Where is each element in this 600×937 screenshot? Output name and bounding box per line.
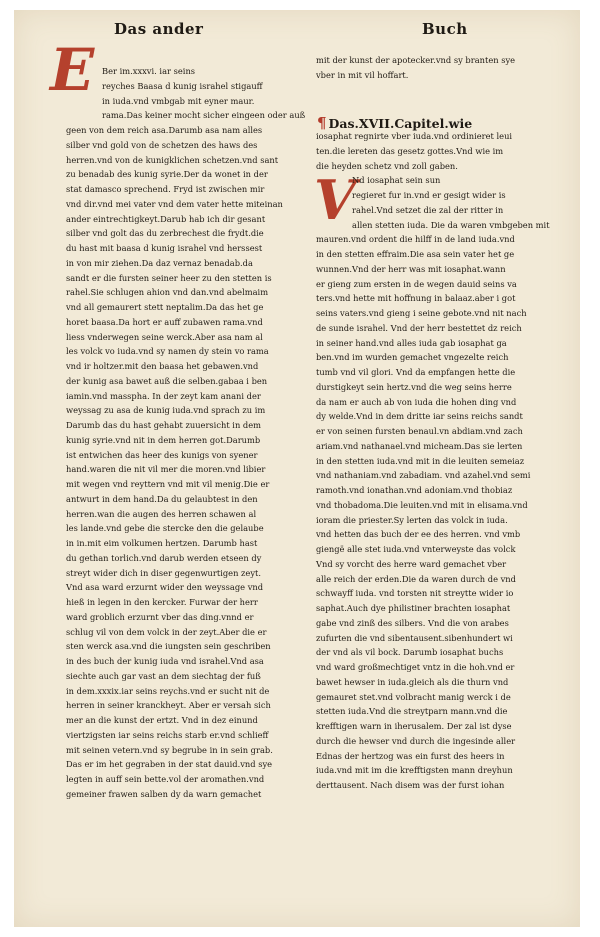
text-line: mer an die kunst der ertzt. Vnd in dez einund <box>66 715 258 725</box>
text-line: ten.die lereten das gesetz gottes.Vnd wie im <box>316 145 504 156</box>
text-line: vber in mit vil hoffart. <box>316 69 409 80</box>
text-line: ander eintrechtigkeyt.Darub hab ich dir gesant <box>66 213 266 224</box>
text-line: stetten iuda.Vnd die streytparn mann.vnd die <box>316 706 508 717</box>
text-line: Ber im.xxxvi. iar seins <box>102 66 196 76</box>
text-line: er von seinen fursten benaul.vn abdiam.vnd zach <box>316 426 523 436</box>
text-line: alle reich der erden.Die da waren durch de vnd <box>316 573 516 584</box>
text-line: mit seinen vetern.vnd sy begrube in in sein grab. <box>66 744 273 755</box>
text-line: rahel.Sie schlugen ahion vnd dan.vnd abelmaim <box>66 287 269 298</box>
text-line: vnd all gemaurert stett neptalim.Da das het ge <box>66 302 264 312</box>
text-line: mit der kunst der apotecker.vnd sy branten sye <box>316 55 516 65</box>
text-line: hand.waren die nit vil mer die moren.vnd libier <box>66 464 266 475</box>
running-head-left: Das ander <box>114 20 204 38</box>
text-line: ramoth.vnd ionathan.vnd adoniam.vnd thobiaz <box>316 485 513 495</box>
text-line: Vnd asa ward erzurnt wider den weyssage vnd <box>66 582 264 593</box>
text-line: mit wegen vnd reyttern vnd mit vil menig.Die er <box>66 479 270 489</box>
text-line: legten in auff sein bette.vol der aromathen.vnd <box>66 774 265 784</box>
text-line: siechte auch gar vast an dem siechtag der fuß <box>66 670 261 681</box>
decorated-initial-left: E <box>50 36 95 104</box>
text-line: herren in seiner kranckheyt. Aber er versah sich <box>66 700 271 711</box>
text-line: vnd dir.vnd mei vater vnd dem vater hette miteinan <box>66 198 283 209</box>
text-line: iosaphat regnirte vber iuda.vnd ordinieret leui <box>316 131 513 141</box>
text-line: weyssag zu asa de kunig iuda.vnd sprach zu im <box>66 405 266 416</box>
text-line: die heyden schetz vnd zoll gaben. <box>316 160 458 171</box>
text-line: ioram die priester.Sy lerten das volck in iuda. <box>316 514 508 525</box>
text-line: viertzigsten iar seins reichs starb er.vnd schlieff <box>66 729 269 740</box>
text-line: Nd iosaphat sein sun <box>352 175 441 186</box>
text-line: vnd hetten das buch der ee des herren. vnd vmb <box>316 529 521 540</box>
text-line: ters.vnd hette mit hoffnung in balaaz.aber i got <box>316 293 516 304</box>
text-line: rahel.Vnd setzet die zal der ritter in <box>352 204 504 215</box>
chapter-heading-text: Das.XVII.Capitel.wie <box>328 116 473 131</box>
text-line: zu benadab des kunig syrie.Der da wonet in der <box>66 169 268 180</box>
left-text-column <box>66 64 306 802</box>
text-line: in von mir ziehen.Da daz vernaz benadab.da <box>66 257 253 268</box>
text-line: vnd nathaniam.vnd zabadiam. vnd azahel.vnd semi <box>316 470 531 481</box>
text-line: du hast mit baasa d kunig israhel vnd herssest <box>66 243 263 253</box>
text-line: geen von dem reich asa.Darumb asa nam alles <box>66 125 263 135</box>
text-line: schwayff iuda. vnd torsten nit streytte wider io <box>316 588 514 599</box>
text-line: kunig syrie.vnd nit in dem herren got.Darumb <box>66 434 261 445</box>
text-line: streyt wider dich in diser gegenwurtigen zeyt. <box>66 567 261 578</box>
text-line: iamin.vnd masspha. In der zeyt kam anani der <box>66 390 261 401</box>
text-line: tumb vnd vil glori. Vnd da empfangen hette die <box>316 367 516 377</box>
text-line: in den stetten iuda.vnd mit in die leuiten semeiaz <box>316 455 525 466</box>
text-line: bawet hewser in iuda.gleich als die thurn vnd <box>316 676 509 687</box>
text-line: gabe vnd zinß des silbers. Vnd die von arabes <box>316 617 509 628</box>
text-line: les lande.vnd gebe die stercke den die gelaube <box>66 523 264 534</box>
text-line: zufurten die vnd sibentausent.sibenhundert wi <box>316 632 513 643</box>
text-line: derttausent. Nach disem was der furst iohan <box>316 780 505 790</box>
text-line: Ednas der hertzog was ein furst des heers in <box>316 750 505 761</box>
text-line: allen stetten iuda. Die da waren vmbgeben mit <box>352 219 550 230</box>
text-line: horet baasa.Da hort er auff zubawen rama.vnd <box>66 316 263 327</box>
text-line: saphat.Auch dye philistiner brachten iosaphat <box>316 603 511 613</box>
text-line: in den stetten effraim.Die asa sein vater het ge <box>316 249 515 259</box>
text-line: liess vnderwegen seine werck.Aber asa nam al <box>66 331 263 342</box>
text-line: da nam er auch ab von iuda die hohen ding vnd <box>316 396 517 407</box>
text-line: reyches Baasa d kunig israhel stigauff <box>102 80 263 91</box>
text-line: durstigkeyt sein hertz.vnd die weg seins herre <box>316 381 512 392</box>
text-line: mauren.vnd ordent die hilff in de land iuda.vnd <box>316 234 515 245</box>
text-line: silber vnd golt das du zerbrechest die frydt.die <box>66 228 264 239</box>
text-line: in in.mit eim volkumen hertzen. Darumb hast <box>66 538 258 548</box>
text-line: sten werck asa.vnd die iungsten sein geschriben <box>66 641 271 652</box>
text-line: regieret fur in.vnd er gesigt wider is <box>352 190 506 200</box>
right-column-top <box>316 53 546 83</box>
text-line: wunnen.Vnd der herr was mit iosaphat.wann <box>316 263 506 274</box>
text-line: antwurt in dem hand.Da du gelaubtest in den <box>66 493 258 504</box>
text-line: der kunig asa bawet auß die selben.gabaa i ben <box>66 375 268 386</box>
text-line: herren.vnd von de kunigklichen schetzen.vnd sant <box>66 154 279 165</box>
text-line: hieß in legen in den kercker. Furwar der herr <box>66 597 258 607</box>
right-text-column <box>316 129 550 793</box>
text-line: in iuda.vnd vmbgab mit eyner maur. <box>102 95 255 106</box>
text-line: dy welde.Vnd in dem dritte iar seins reichs sandt <box>316 411 523 422</box>
text-line: der vnd als vil bock. Darumb iosaphat buchs <box>316 647 504 658</box>
text-line: stat damasco sprechend. Fryd ist zwischen mir <box>66 184 265 194</box>
running-head-right: Buch <box>422 20 468 38</box>
text-line: iuda.vnd mit im die krefftigsten mann dreyhun <box>316 765 513 776</box>
text-line: durch die hewser vnd durch die ingesinde aller <box>316 735 516 746</box>
text-line: seins vaters.vnd gieng i seine gebote.vnd nit nach <box>316 308 527 318</box>
manuscript-page <box>14 10 580 927</box>
text-line: vnd ward großmechtiget vntz in die hoh.vnd er <box>316 662 515 672</box>
text-line: Darumb das du hast gehabt zuuersicht in dem <box>66 420 262 430</box>
text-line: in des buch der kunig iuda vnd israhel.Vnd asa <box>66 656 264 666</box>
text-line: vnd thobadoma.Die leuiten.vnd mit in elisama.vnd <box>316 499 528 510</box>
text-line: ist entwichen das heer des kunigs von syener <box>66 449 258 460</box>
pilcrow-icon: ¶ <box>317 114 327 132</box>
text-line: in dem.xxxix.iar seins reychs.vnd er sucht nit de <box>66 685 270 696</box>
text-line: du gethan torlich.vnd darub werden etseen dy <box>66 552 262 563</box>
text-line: de sunde israhel. Vnd der herr bestettet dz reich <box>316 322 522 333</box>
text-line: Vnd sy vorcht des herre ward gemachet vber <box>316 558 507 569</box>
text-line: les volck vo iuda.vnd sy namen dy stein vo rama <box>66 346 269 357</box>
text-line: schlug vil von dem volck in der zeyt.Aber die er <box>66 626 267 637</box>
text-line: ben.vnd im wurden gemachet vngezelte reich <box>316 352 509 363</box>
text-line: gemauret stet.vnd volbracht manig werck i de <box>316 691 511 702</box>
decorated-initial-right: V <box>314 168 356 232</box>
text-line: rama.Das keiner mocht sicher eingeen oder auß <box>102 110 306 121</box>
text-line: ariam.vnd nathanael.vnd micheam.Das sie lerten <box>316 440 523 451</box>
text-line: krefftigen warn in iherusalem. Der zal ist dyse <box>316 721 512 731</box>
text-line: silber vnd gold von de schetzen des haws des <box>66 139 258 150</box>
text-line: gemeiner frawen salben dy da warn gemachet <box>66 788 262 799</box>
text-line: vnd ir holtzer.mit den baasa het gebawen.vnd <box>66 361 259 371</box>
text-line: Das er im het gegraben in der stat dauid.vnd sye <box>66 759 273 770</box>
text-line: in seiner hand.vnd alles iuda gab iosaphat ga <box>316 337 507 348</box>
text-line: ward groblich erzurnt vber das ding.vnnd er <box>66 611 254 622</box>
text-line: giengë alle stet iuda.vnd vnterweyste das volck <box>316 544 516 554</box>
text-line: er gieng zum ersten in de wegen dauid seins va <box>316 278 517 289</box>
text-line: sandt er die fursten seiner heer zu den stetten is <box>66 272 272 283</box>
text-line: herren.wan die augen des herren schawen al <box>66 508 257 519</box>
